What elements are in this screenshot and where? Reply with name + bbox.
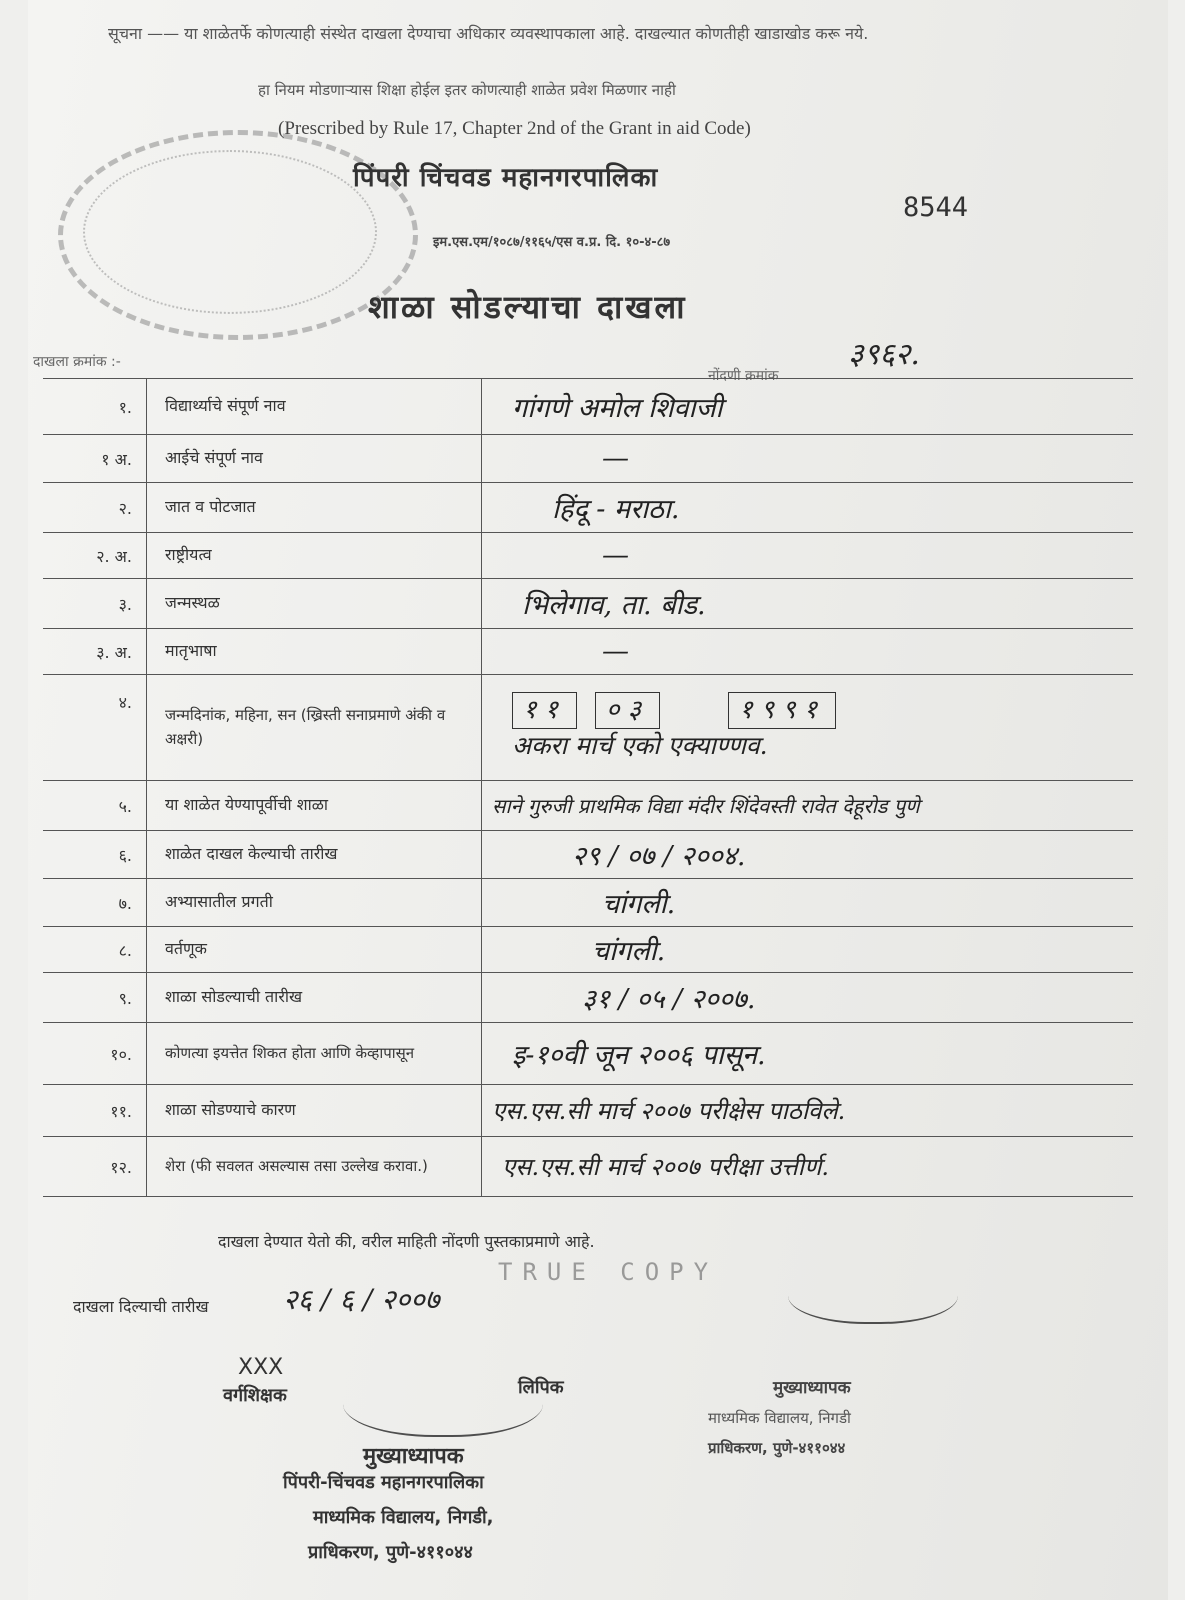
corporation-name: पिंपरी चिंचवड महानगरपालिका — [353, 163, 659, 193]
row-number: ११. — [43, 1085, 147, 1137]
row-value: एस.एस.सी मार्च २००७ परीक्षा उत्तीर्ण. — [482, 1137, 1134, 1197]
row-label: शेरा (फी सवलत असल्यास तसा उल्लेख करावा.) — [147, 1137, 482, 1197]
row-label: कोणत्या इयत्तेत शिकत होता आणि केव्हापासून — [147, 1023, 482, 1085]
issue-date-label: दाखला दिल्याची तारीख — [73, 1297, 209, 1316]
serial-number: 8544 — [903, 192, 969, 223]
row-label: या शाळेत येण्यापूर्वीची शाळा — [147, 781, 482, 831]
row-number: ५. — [43, 781, 147, 831]
stamp-inner-ring — [83, 150, 377, 314]
row-number: १. — [43, 379, 147, 435]
class-teacher-marks: XXX — [238, 1355, 284, 1380]
dob-words: अकरा मार्च एको एक्याण्णव. — [512, 731, 768, 761]
table-row — [43, 781, 1133, 831]
row-number: ८. — [43, 927, 147, 973]
row-number: ७. — [43, 879, 147, 927]
clerk-label: लिपिक — [518, 1377, 564, 1398]
row-value: साने गुरुजी प्राथमिक विद्या मंदीर शिंदेवस्ती रावेत देहूरोड पुणे — [482, 781, 1134, 831]
class-teacher-label: वर्गशिक्षक — [223, 1385, 287, 1406]
row-number: ९. — [43, 973, 147, 1023]
row-value: — — [482, 435, 1134, 483]
dakhala-kramank-label: दाखला क्रमांक :- — [33, 354, 121, 370]
row-value: २९ / ०७ / २००४. — [482, 831, 1134, 879]
certificate-title: शाळा सोडल्याचा दाखला — [368, 288, 688, 326]
row-value: हिंदू - मराठा. — [482, 483, 1134, 533]
row-value: चांगली. — [482, 879, 1134, 927]
notice-line-2: हा नियम मोडणाऱ्यास शिक्षा होईल इतर कोणत्याही शाळेत प्रवेश मिळणार नाही — [258, 81, 676, 99]
nondani-kramank-value: ३९६२. — [848, 337, 920, 372]
dob-year-box: १९९१ — [728, 692, 836, 729]
row-value: इ-१०वी जून २००६ पासून. — [482, 1023, 1134, 1085]
prescribed-rule: (Prescribed by Rule 17, Chapter 2nd of the Grant in aid Code) — [278, 118, 751, 139]
table-row — [43, 927, 1133, 973]
row-value: चांगली. — [482, 927, 1134, 973]
table-row — [43, 879, 1133, 927]
row-label: शाळा सोडल्याची तारीख — [147, 973, 482, 1023]
row-label: मातृभाषा — [147, 629, 482, 675]
row-value: गांगणे अमोल शिवाजी — [482, 379, 1134, 435]
row-label: विद्यार्थ्याचे संपूर्ण नाव — [147, 379, 482, 435]
declaration-text: दाखला देण्यात येतो की, वरील माहिती नोंदणी पुस्तकाप्रमाणे आहे. — [218, 1232, 595, 1251]
row-label: राष्ट्रीयत्व — [147, 533, 482, 579]
row-number: ३. अ. — [43, 629, 147, 675]
table-row — [43, 483, 1133, 533]
notice-line-1: सूचना —— या शाळेतर्फे कोणत्याही संस्थेत दाखला देण्याचा अधिकार व्यवस्थापकाला आहे. दाखल्यात कोणतीही खाडाखोड करू नये. — [108, 24, 869, 43]
headmaster-sign-label: मुख्याध्यापक — [363, 1444, 464, 1469]
true-copy-stamp: TRUE COPY — [498, 1258, 719, 1286]
school-stamp-line-3: प्राधिकरण, पुणे-४११०४४ — [308, 1542, 473, 1563]
row-label: जात व पोटजात — [147, 483, 482, 533]
row-label: शाळा सोडण्याचे कारण — [147, 1085, 482, 1137]
school-stamp-line-1: पिंपरी-चिंचवड महानगरपालिका — [283, 1472, 484, 1493]
table-row — [43, 831, 1133, 879]
row-number: १ अ. — [43, 435, 147, 483]
row-label: शाळेत दाखल केल्याची तारीख — [147, 831, 482, 879]
table-row — [43, 533, 1133, 579]
row-number: २. — [43, 483, 147, 533]
school-stamp-line-2: माध्यमिक विद्यालय, निगडी, — [313, 1507, 494, 1528]
row-label: आईचे संपूर्ण नाव — [147, 435, 482, 483]
row-label: वर्तणूक — [147, 927, 482, 973]
right-stamp-line-2: माध्यमिक विद्यालय, निगडी — [708, 1409, 851, 1427]
table-row — [43, 435, 1133, 483]
row-number: १०. — [43, 1023, 147, 1085]
row-label: अभ्यासातील प्रगती — [147, 879, 482, 927]
dob-day-box: ११ — [512, 692, 577, 729]
table-row — [43, 1137, 1133, 1197]
row-number: १२. — [43, 1137, 147, 1197]
row-value: — — [482, 629, 1134, 675]
row-number: ३. — [43, 579, 147, 629]
issue-date-value: २६ / ६ / २००७ — [283, 1283, 440, 1316]
reference-line: इम.एस.एम/१०८७/११६५/एस व.प्र. दि. १०-४-८७ — [433, 235, 671, 250]
dob-cell — [482, 675, 1134, 781]
row-value: एस.एस.सी मार्च २००७ परीक्षेस पाठविले. — [482, 1085, 1134, 1137]
table-row — [43, 579, 1133, 629]
table-row — [43, 1023, 1133, 1085]
table-row — [43, 629, 1133, 675]
right-stamp-line-3: प्राधिकरण, पुणे-४११०४४ — [708, 1439, 846, 1457]
signature-left — [343, 1365, 543, 1437]
table-row — [43, 973, 1133, 1023]
row-value: ३१ / ०५ / २००७. — [482, 973, 1134, 1023]
nondani-kramank-label: नोंदणी क्रमांक — [708, 368, 779, 384]
row-number: ६. — [43, 831, 147, 879]
row-number: ४. — [43, 675, 147, 781]
row-label: जन्मदिनांक, महिना, सन (ख्रिस्ती सनाप्रमाणे अंकी व अक्षरी) — [147, 675, 482, 781]
row-label: जन्मस्थळ — [147, 579, 482, 629]
headmaster-label-right: मुख्याध्यापक — [773, 1378, 851, 1398]
table-row — [43, 1085, 1133, 1137]
row-value: भिलेगाव, ता. बीड. — [482, 579, 1134, 629]
certificate-page — [28, 0, 1168, 1600]
signature-right — [788, 1262, 958, 1324]
row-value: — — [482, 533, 1134, 579]
row-number: २. अ. — [43, 533, 147, 579]
details-table — [43, 378, 1133, 1197]
dob-digits — [512, 692, 1132, 729]
dob-month-box: ०३ — [595, 692, 660, 729]
table-row — [43, 379, 1133, 435]
table-row — [43, 675, 1133, 781]
